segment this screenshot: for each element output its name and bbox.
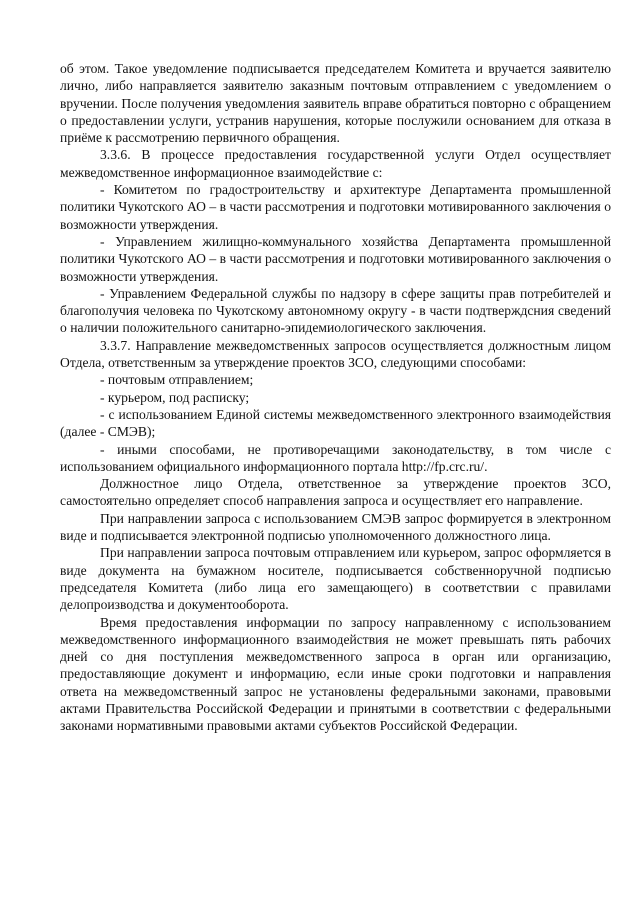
paragraph-response-time: Время предоставления информации по запросу направленному с использованием межведомственного информационного взаимодействия не может превышать пять рабочих дней со дня поступления межведомственного запроса в орган или организацию, предоставляющие документ и информацию, если иные сроки подготовки и направления ответа на межведомственный запрос не установлены федеральными законами, правовыми актами Правительства Российской Федерации и принятыми в соответствии с федеральными законами нормативными правовыми актами субъектов Российской Федерации. (60, 614, 611, 734)
list-item-courier: - курьером, под расписку; (100, 389, 250, 405)
paragraph-smev-request: При направлении запроса с использованием СМЭВ запрос формируется в электронном виде и подписывается электронной подписью уполномоченного должностного лица. (60, 510, 611, 544)
paragraph-responsible-official: Должностное лицо Отдела, ответственное за утверждение проектов ЗСО, самостоятельно определяет способ направления запроса и осуществляет его направление. (60, 476, 611, 509)
paragraph-notification-continuation: об этом. Такое уведомление подписывается председателем Комитета и вручается заявителю лично, либо направляется заявителю заказным почтовым отправлением с уведомлением о вручении. После получения уведомления заявитель вправе обратиться повторно с обращением о предоставлении услуги, устранив нарушения, которые послужили основанием для отказа в приёме к рассмотрению первичного обращения. (60, 61, 612, 146)
list-item-housing-administration: - Управлением жилищно-коммунального хозяйства Департамента промышленной политики Чукотского АО – в части рассмотрения и подготовки мотивированного заключения о возможности утверждения. (60, 233, 611, 284)
list-item-postal: - почтовым отправлением; (100, 372, 254, 388)
list-item-other-methods: - иными способами, не противоречащими законодательству, в том числе с использованием официального информационного портала http://fp.crc.ru/. (60, 441, 611, 474)
paragraph-3-3-6: 3.3.6. В процессе предоставления государственной услуги Отдел осуществляет межведомственное информационное взаимодействие с: (60, 147, 611, 180)
list-item-smev: - с использованием Единой системы межведомственного электронного взаимодействия (далее - СМЭВ); (60, 406, 611, 440)
paragraph-postal-request: При направлении запроса почтовым отправлением или курьером, запрос оформляется в виде документа на бумажном носителе, подписывается собственноручной подписью председателя Комитета (либо лица его замещающего) в соответствии с правилами делопроизводства и документооборота. (60, 545, 611, 613)
list-item-committee-architecture: - Комитетом по градостроительству и архитектуре Департамента промышленной политики Чукотского АО – в части рассмотрения и подготовки мотивированного заключения о возможности утверждения. (60, 182, 611, 232)
paragraph-3-3-7: 3.3.7. Направление межведомственных запросов осуществляется должностным лицом Отдела, ответственным за утверждение проектов ЗСО, следующими способами: (60, 337, 611, 371)
document-page (60, 60, 611, 735)
list-item-federal-service: - Управлением Федеральной службы по надзору в сфере защиты прав потребителей и благополучия человека по Чукотскому автономному округу - в части подтверждсния сведений о наличии положительного санитарно-эпидемиологического заключения. (60, 285, 611, 336)
